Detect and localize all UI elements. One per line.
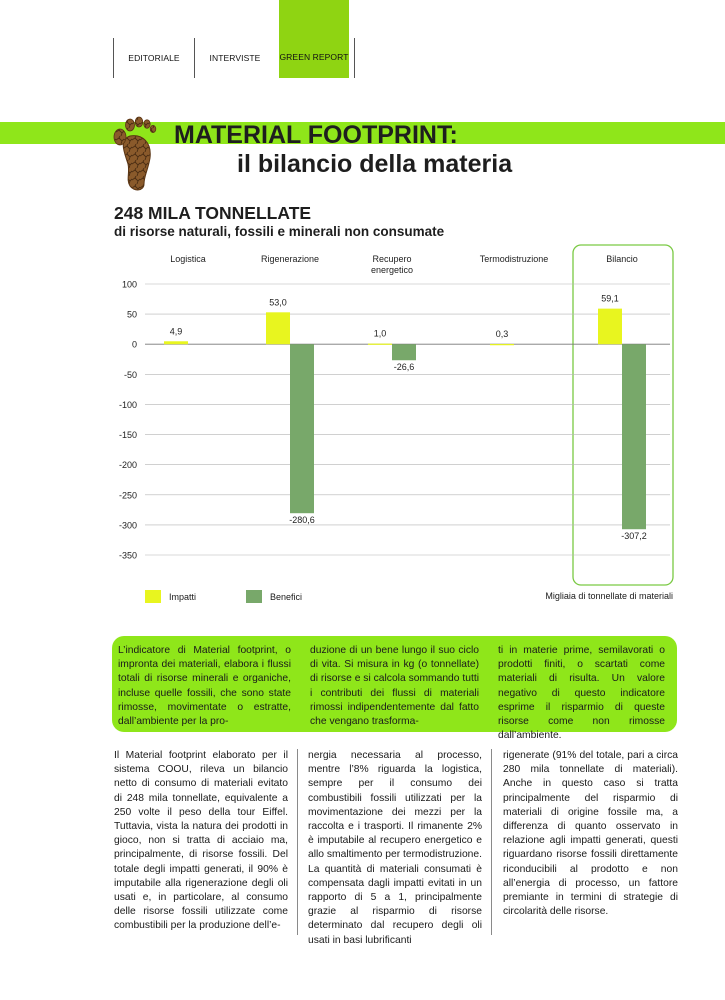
bar-impatti: [266, 312, 290, 344]
y-tick-label: -50: [123, 369, 137, 380]
y-tick-label: -350: [118, 550, 137, 561]
definition-col-1: L’indicatore di Material footprint, o impronta dei materiali, elabora i flussi totali di risorse minerali e organiche, incluse quelle fossili, che sono state rimosse, movimentate o estratte, dall’ambiente per la pro-: [118, 645, 291, 728]
body-col-3: rigenerate (91% del totale, pari a circa 280 mila tonnellate di materiali). Anche in questo caso si tratta principalmente del risparmio di materiali di origine fossile ma, a differenza di quanto osservato in relazione agli impatti generati, questi riguardano risorse fossili direttamente riconducibili al prodotto e non all’energia di processo, un fattore premiante in termini di strategie di circolarità delle risorse.: [503, 750, 678, 918]
y-tick-label: -200: [118, 460, 137, 471]
bar-benefici: [622, 344, 646, 529]
chart-headline: 248 MILA TONNELLATE: [114, 203, 312, 223]
legend-label-impatti: Impatti: [169, 591, 197, 602]
tab-green-report[interactable]: GREEN REPORT: [279, 0, 349, 78]
y-tick-label: -250: [118, 490, 137, 501]
data-label: 1,0: [373, 328, 387, 339]
y-tick-label: 0: [131, 339, 137, 350]
category-label: Termodistruzione: [479, 254, 549, 264]
y-tick-label: -100: [118, 399, 137, 410]
bar-impatti: [368, 344, 392, 345]
bar-impatti: [164, 341, 188, 344]
legend-benefici: [246, 590, 302, 603]
legend-swatch-benefici: [246, 590, 262, 603]
column-divider: [297, 749, 298, 935]
top-navigation: [0, 0, 725, 80]
data-label: -307,2: [621, 531, 647, 542]
highlight-frame: [573, 245, 673, 585]
tab-editoriale[interactable]: EDITORIALE: [128, 53, 180, 63]
body-col-2: nergia necessaria al processo, mentre l’8% riguarda la logistica, sempre per il consumo dei combustibili fossili utilizzati per la movimentazione dei mezzi per la raccolta e i trasporti. Il rimanente 2% è imputabile al recupero energetico e allo smaltimento per termodistruzione. La quantità di materiali consumati è compensata dagli impatti evitati in un rapporto di 5 a 1, principalmente grazie al risparmio di risorse determinato dal recupero degli oli usati in basi lubrificanti: [308, 750, 482, 946]
y-tick-label: -300: [118, 520, 137, 531]
bar-impatti: [490, 344, 514, 345]
column-divider: [491, 749, 492, 935]
category-label: Bilancio: [606, 254, 638, 264]
data-label: -26,6: [393, 362, 415, 373]
chart-subheadline: di risorse naturali, fossili e minerali non consumate: [114, 224, 445, 239]
data-label: -280,6: [289, 515, 315, 526]
data-label: 4,9: [169, 326, 183, 337]
category-label: Recupero: [372, 254, 412, 264]
tab-divider: [354, 38, 355, 78]
definition-col-2: duzione di un bene lungo il suo ciclo di vita. Si misura in kg (o tonnellate) di risorse e si calcola sommando tutti i contributi dei flussi di materiali rimossi indipendentemente dal fatto che vengano trasforma-: [310, 645, 479, 728]
legend-impatti: [145, 590, 196, 603]
category-label: energetico: [370, 265, 414, 275]
page-subtitle: il bilancio della materia: [237, 150, 513, 178]
bar-impatti: [598, 309, 622, 345]
legend-swatch-impatti: [145, 590, 161, 603]
bar-benefici: [290, 344, 314, 513]
definition-col-3: ti in materie prime, semilavorati o prodotti finiti, o scartati come materiali di risulta. Un valore negativo di questo indicatore esprime il risparmio di queste risorse come non rimosse dall’ambiente.: [498, 645, 665, 742]
data-label: 53,0: [269, 297, 287, 308]
y-tick-label: -150: [118, 430, 137, 441]
category-label: Rigenerazione: [260, 254, 320, 264]
y-tick-label: 50: [126, 309, 137, 320]
body-col-1: Il Material footprint elaborato per il sistema COOU, rileva un bilancio netto di consumo di materiali evitato di 248 mila tonnellate, equivalente a 250 volte il peso della tour Eiffel. Tuttavia, vista la natura dei prodotti in gioco, non si tratta di acciaio ma, principalmente, di risorse fossili. Del totale degli impatti generati, il 90% è imputabile alla rigenerazione degli oli usati e, in particolare, al consumo delle risorse fossili utilizzate come combustibili per la produzione dell’e-: [114, 750, 288, 932]
units-note: Migliaia di tonnellate di materiali: [545, 591, 673, 601]
tab-interviste[interactable]: INTERVISTE: [209, 53, 261, 63]
category-label: Logistica: [170, 254, 206, 264]
page-title: MATERIAL FOOTPRINT:: [174, 121, 458, 149]
bar-benefici: [392, 344, 416, 360]
y-tick-label: 100: [121, 279, 137, 290]
legend-label-benefici: Benefici: [270, 591, 303, 602]
footprint-icon: [108, 112, 164, 192]
data-label: 59,1: [601, 293, 619, 304]
data-label: 0,3: [495, 329, 509, 340]
